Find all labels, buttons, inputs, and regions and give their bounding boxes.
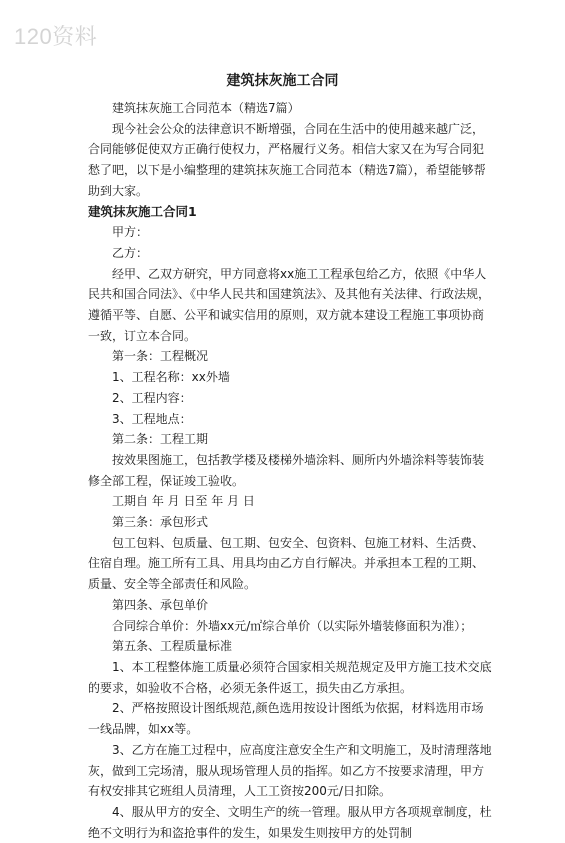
paragraph: 甲方： [112,225,149,240]
paragraph: 现今社会公众的法律意识不断增强，合同在生活中的使用越来越广泛，合同能够促使双方正确行使权力，严格履行义务。相信大家又在为写合同犯愁了吧，以下是小编整理的建筑抹灰施工合同范本（精选7篇），希望能够帮助到大家。 [88,121,486,198]
section-heading: 建筑抹灰施工合同1 [88,203,197,219]
paragraph: 第五条、工程质量标准 [112,639,233,654]
paragraph: 2、工程内容： [112,390,192,405]
watermark-logo: 120资料 [14,24,98,49]
paragraph: 第二条：工程工期 [112,432,209,447]
paragraph: 3、乙方在施工过程中，应高度注意安全生产和文明施工，及时清理落地灰，做到工完场清，服从现场管理人员的指挥。如乙方不按要求清理，甲方有权安排其它班组人员清理，人工工资按200元/日扣除。 [88,742,492,799]
paragraph: 建筑抹灰施工合同范本（精选7篇） [112,101,300,115]
paragraph: 经甲、乙双方研究，甲方同意将xx施工工程承包给乙方，依照《中华人民共和国合同法》、《中华人民共和国建筑法》、及其他有关法律、行政法规，遵循平等、自愿、公平和诚实信用的原则，双方就本建设工程施工事项协商一致，订立本合同。 [88,266,491,343]
paragraph: 乙方： [112,245,149,260]
paragraph: 合同综合单价：外墙xx元/㎡综合单价（以实际外墙装修面积为准）； [112,618,473,633]
paragraph: 第四条、承包单价 [112,597,209,612]
paragraph: 1、本工程整体施工质量必须符合国家相关规范规定及甲方施工技术交底的要求，如验收不合格，必须无条件返工，损失由乙方承担。 [88,659,492,695]
paragraph: 第一条：工程概况 [112,349,209,364]
paragraph: 工期自 年 月 日至 年 月 日 [112,494,255,509]
paragraph: 4、服从甲方的安全、文明生产的统一管理。服从甲方各项规章制度，杜绝不文明行为和盗抢事件的发生，如果发生则按甲方的处罚制 [88,804,492,840]
paragraph: 3、工程地点： [112,411,192,426]
paragraph: 包工包料、包质量、包工期、包安全、包资料、包施工材料、生活费、住宿自理。施工所有工具、用具均由乙方自行解决。并承担本工程的工期、质量、安全等全部责任和风险。 [88,535,485,592]
paragraph: 2、严格按照设计图纸规范,颜色选用按设计图纸为依据，材料选用市场一线品牌，如xx等。 [88,701,484,737]
paragraph: 1、工程名称：xx外墙 [112,370,230,385]
paragraph: 第三条：承包形式 [112,515,209,530]
document-body [88,98,492,843]
document-title: 建筑抹灰施工合同 [226,73,339,89]
paragraph: 按效果图施工，包括教学楼及楼梯外墙涂料、厕所内外墙涂料等装饰装修全部工程，保证竣工验收。 [88,452,485,488]
